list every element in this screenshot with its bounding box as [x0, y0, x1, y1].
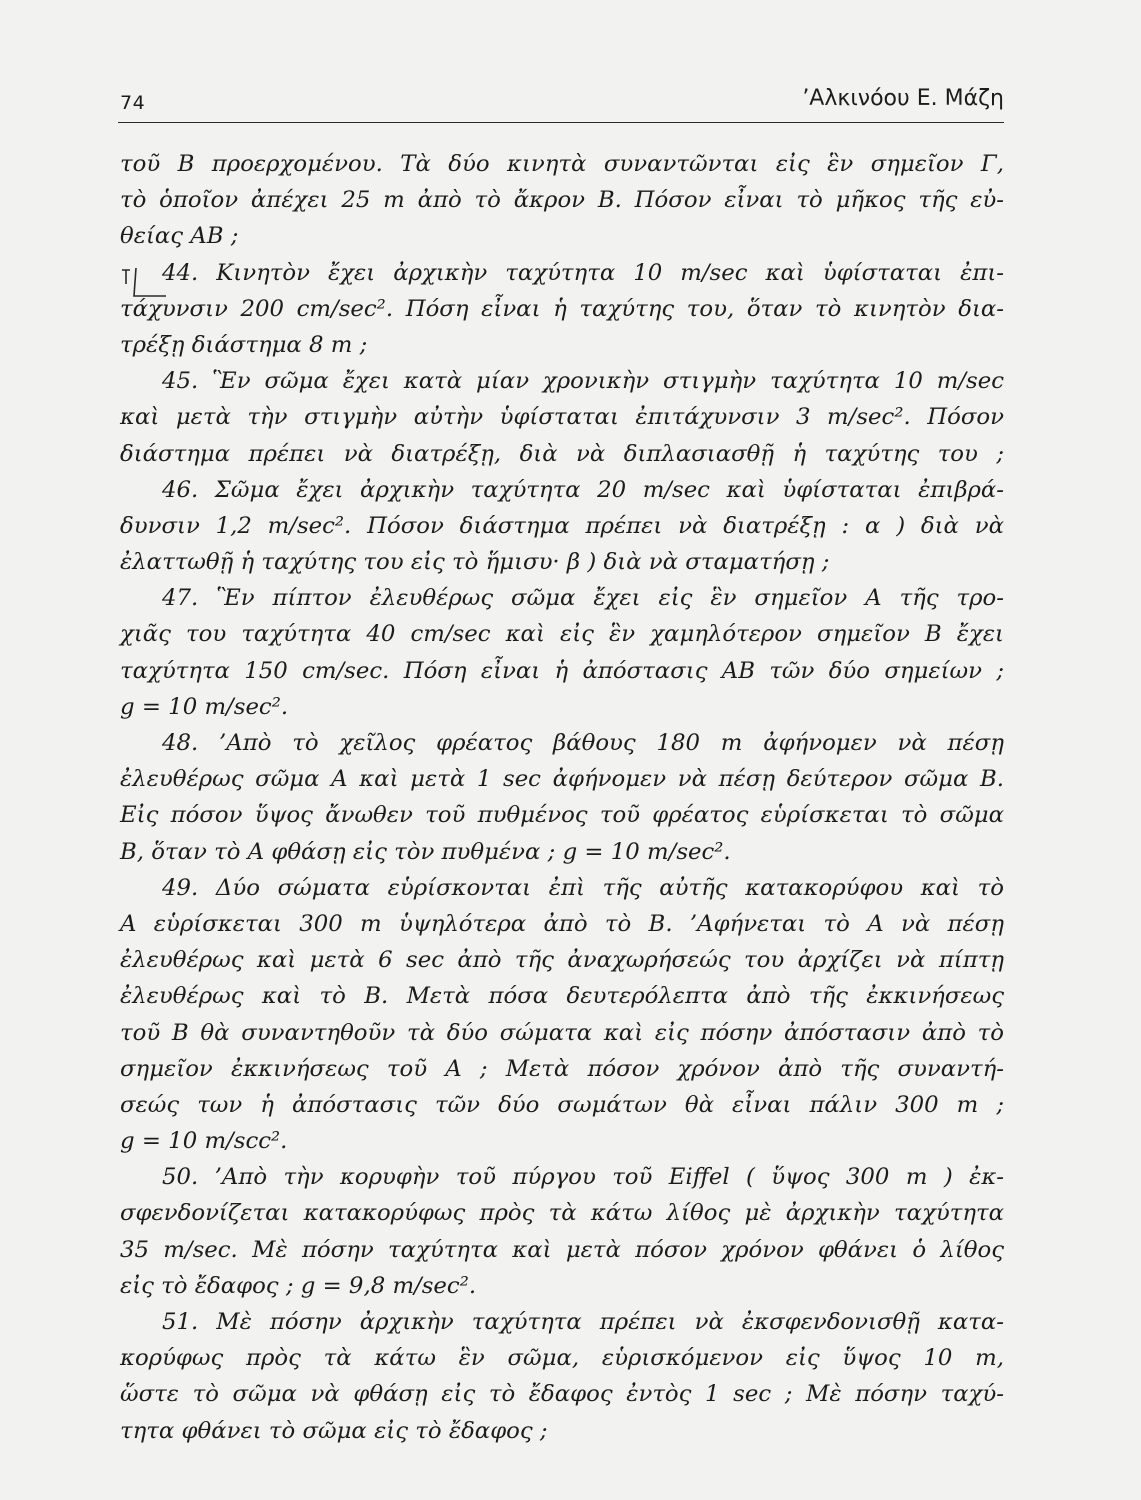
text-line: Β, ὅταν τὸ Α φθάσῃ εἰς τὸν πυθμένα ; g = 10 m/sec².	[120, 838, 731, 865]
text-line: εἰς τὸ ἔδαφος ; g = 9,8 m/sec².	[120, 1272, 477, 1299]
page-number: 74	[120, 92, 146, 114]
page-header	[118, 80, 1004, 123]
text-line: ὥστε τὸ σῶμα νὰ φθάσῃ εἰς τὸ ἔδαφος ἐντὸς 1 sec ; Μὲ πόσην ταχύ-	[120, 1381, 1004, 1408]
text-line: 51. Μὲ πόσην ἀρχικὴν ταχύτητα πρέπει νὰ ἐκσφενδονισθῇ κατα-	[162, 1309, 1004, 1335]
text-line: Α εὑρίσκεται 300 m ὑψηλότερα ἀπὸ τὸ Β. ’Αφήνεται τὸ Α νὰ πέσῃ	[120, 910, 1004, 937]
text-line: σφενδονίζεται κατακορύφως πρὸς τὰ κάτω λίθος μὲ ἀρχικὴν ταχύτητα	[120, 1200, 1004, 1227]
text-line: 45. Ἓν σῶμα ἔχει κατὰ μίαν χρονικὴν στιγμὴν ταχύτητα 10 m/sec	[162, 368, 1004, 395]
text-line: 35 m/sec. Μὲ πόσην ταχύτητα καὶ μετὰ πόσον χρόνον φθάνει ὁ λίθος	[120, 1236, 1004, 1263]
text-line: ἐλευθέρως καὶ τὸ Β. Μετὰ πόσα δευτερόλεπτα ἀπὸ τῆς ἐκκινήσεως	[120, 983, 1004, 1010]
text-line: 50. ’Απὸ τὴν κορυφὴν τοῦ πύργου τοῦ Eiffel ( ὕψος 300 m ) ἐκ-	[162, 1164, 1004, 1191]
text-line: τητα φθάνει τὸ σῶμα εἰς τὸ ἔδαφος ;	[120, 1417, 548, 1444]
text-line: Εἰς πόσον ὕψος ἄνωθεν τοῦ πυθμένος τοῦ φρέατος εὑρίσκεται τὸ σῶμα	[120, 802, 1004, 829]
text-line: ἐλευθέρως σῶμα Α καὶ μετὰ 1 sec ἀφήνομεν νὰ πέσῃ δεύτερον σῶμα Β.	[120, 766, 1004, 793]
text-line: σημεῖον ἐκκινήσεως τοῦ Α ; Μετὰ πόσον χρόνον ἀπὸ τῆς συναντή-	[120, 1055, 1004, 1082]
text-line: θείας ΑΒ ;	[120, 223, 239, 250]
text-line: τρέξῃ διάστημα 8 m ;	[120, 331, 368, 358]
text-line: τοῦ Β προερχομένου. Τὰ δύο κινητὰ συναντῶνται εἰς ἓν σημεῖον Γ,	[120, 151, 1004, 177]
running-head: ’Αλκινόου Ε. Μάζη	[802, 86, 1004, 111]
text-line: 48. ’Απὸ τὸ χεῖλος φρέατος βάθους 180 m ἀφήνομεν νὰ πέσῃ	[162, 730, 1004, 756]
text-line: τὸ ὁποῖον ἀπέχει 25 m ἀπὸ τὸ ἄκρον Β. Πόσον εἶναι τὸ μῆκος τῆς εὐ-	[120, 187, 1004, 214]
text-line: 49. Δύο σώματα εὑρίσκονται ἐπὶ τῆς αὐτῆς κατακορύφου καὶ τὸ	[162, 874, 1004, 901]
text-line: τάχυνσιν 200 cm/sec². Πόση εἶναι ἡ ταχύτης του, ὅταν τὸ κινητὸν δια-	[120, 295, 1004, 322]
text-line: καὶ μετὰ τὴν στιγμὴν αὐτὴν ὑφίσταται ἐπιτάχυνσιν 3 m/sec². Πόσον	[120, 404, 1004, 431]
text-line: ἐλαττωθῇ ἡ ταχύτης του εἰς τὸ ἥμισυ· β ) διὰ νὰ σταματήσῃ ;	[120, 549, 830, 576]
text-line: 47. Ἓν πίπτον ἐλευθέρως σῶμα ἔχει εἰς ἓν σημεῖον Α τῆς τρο-	[162, 585, 1004, 612]
body-text	[120, 146, 1004, 1449]
text-line: τοῦ Β θὰ συναντηθοῦν τὰ δύο σώματα καὶ εἰς πόσην ἀπόστασιν ἀπὸ τὸ	[120, 1019, 1004, 1046]
text-line: κορύφως πρὸς τὰ κάτω ἓν σῶμα, εὑρισκόμενον εἰς ὕψος 10 m,	[120, 1345, 1004, 1372]
text-line: g = 10 m/sec².	[120, 693, 289, 720]
text-line: g = 10 m/scc².	[120, 1128, 288, 1155]
text-line: 44. Κινητὸν ἔχει ἀρχικὴν ταχύτητα 10 m/sec καὶ ὑφίσταται ἐπι-	[162, 259, 1004, 286]
text-line: χιᾶς του ταχύτητα 40 cm/sec καὶ εἰς ἓν χαμηλότερον σημεῖον Β ἔχει	[120, 621, 1004, 648]
text-line: διάστημα πρέπει νὰ διατρέξῃ, διὰ νὰ διπλασιασθῇ ἡ ταχύτης του ;	[120, 440, 1004, 467]
text-line: σεώς των ἡ ἀπόστασις τῶν δύο σωμάτων θὰ εἶναι πάλιν 300 m ;	[120, 1091, 1004, 1118]
text-line: δυνσιν 1,2 m/sec². Πόσον διάστημα πρέπει νὰ διατρέξῃ : α ) διὰ νὰ	[120, 512, 1004, 539]
text-line: ἐλευθέρως καὶ μετὰ 6 sec ἀπὸ τῆς ἀναχωρήσεώς του ἀρχίζει νὰ πίπτῃ	[120, 947, 1004, 974]
text-line: 46. Σῶμα ἔχει ἀρχικὴν ταχύτητα 20 m/sec καὶ ὑφίσταται ἐπιβρά-	[162, 476, 1004, 503]
text-line: ταχύτητα 150 cm/sec. Πόση εἶναι ἡ ἀπόστασις ΑΒ τῶν δύο σημείων ;	[120, 657, 1004, 684]
